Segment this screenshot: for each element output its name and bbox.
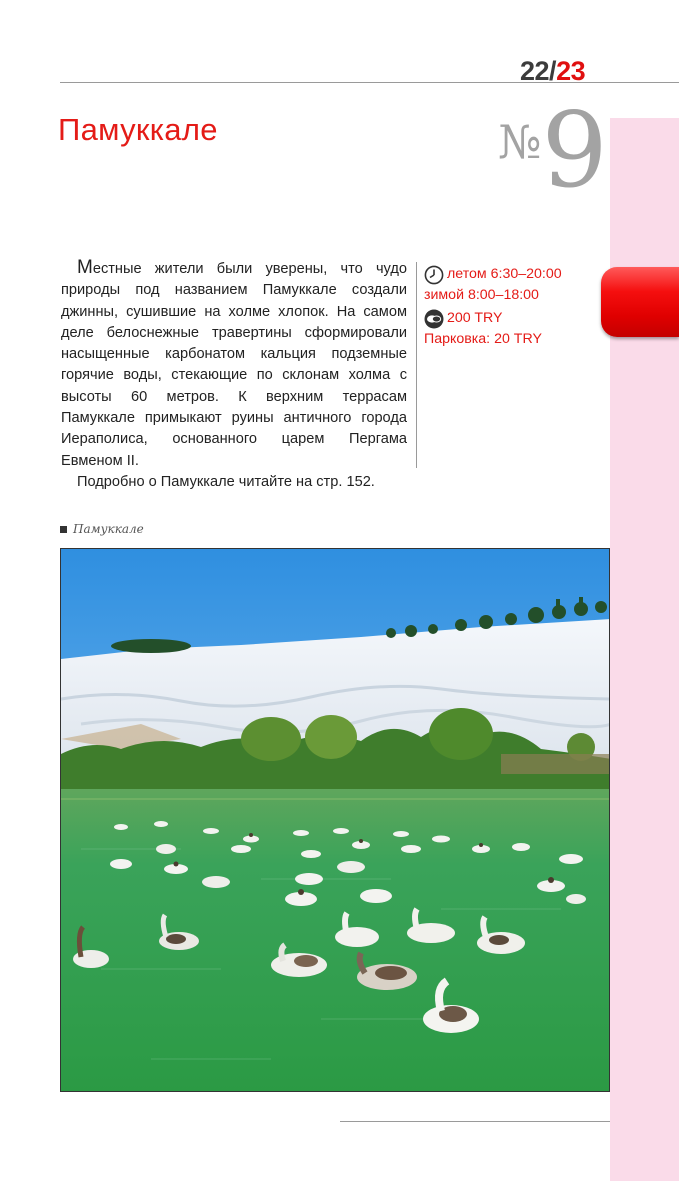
hours-summer: летом 6:30–20:00 xyxy=(447,266,562,282)
page-number-right: 23 xyxy=(556,56,586,86)
page-number-left: 22 xyxy=(520,56,550,86)
chapter-tab[interactable] xyxy=(601,267,679,337)
hours-summer-row xyxy=(424,263,562,285)
pamukkale-photo xyxy=(60,548,610,1092)
page-numbers xyxy=(520,56,585,87)
ticket-icon xyxy=(424,309,444,329)
hours-winter: зимой 8:00–18:00 xyxy=(424,287,539,303)
paragraph-1 xyxy=(61,257,407,472)
info-box xyxy=(424,263,562,351)
attraction-number xyxy=(498,89,608,211)
column-divider xyxy=(416,262,417,468)
photo-caption xyxy=(60,522,144,536)
caption-marker xyxy=(60,526,67,533)
number-sign: № xyxy=(498,115,542,169)
paragraph-2: Подробно о Памуккале читайте на стр. 152. xyxy=(77,473,375,490)
clock-icon xyxy=(424,265,444,285)
parking: Парковка: 20 TRY xyxy=(424,331,542,347)
paragraph-1-text: естные жители были уверены, что чудо природы под названием Памуккале создали джинны, сушившие на холме хлопок. На самом деле белоснежные травертины сформировали насыщенные карбонатом кальция подземные горячие воды, стекающие по склонам холма с высоты 60 метров. К верхним террасам Памуккале примыкают руины античного города Иераполиса, основанного царем Пергама Евменом II. xyxy=(61,261,407,469)
caption-text: Памуккале xyxy=(73,522,144,536)
page-title: Памуккале xyxy=(58,112,218,147)
article-body xyxy=(61,257,407,493)
number-digit: 9 xyxy=(541,89,608,211)
price-row xyxy=(424,307,562,329)
page-number-separator: / xyxy=(549,56,557,86)
paragraph-1-initial: М xyxy=(77,257,93,278)
bottom-rule xyxy=(340,1121,610,1122)
top-rule xyxy=(60,82,679,83)
price: 200 TRY xyxy=(447,310,503,326)
